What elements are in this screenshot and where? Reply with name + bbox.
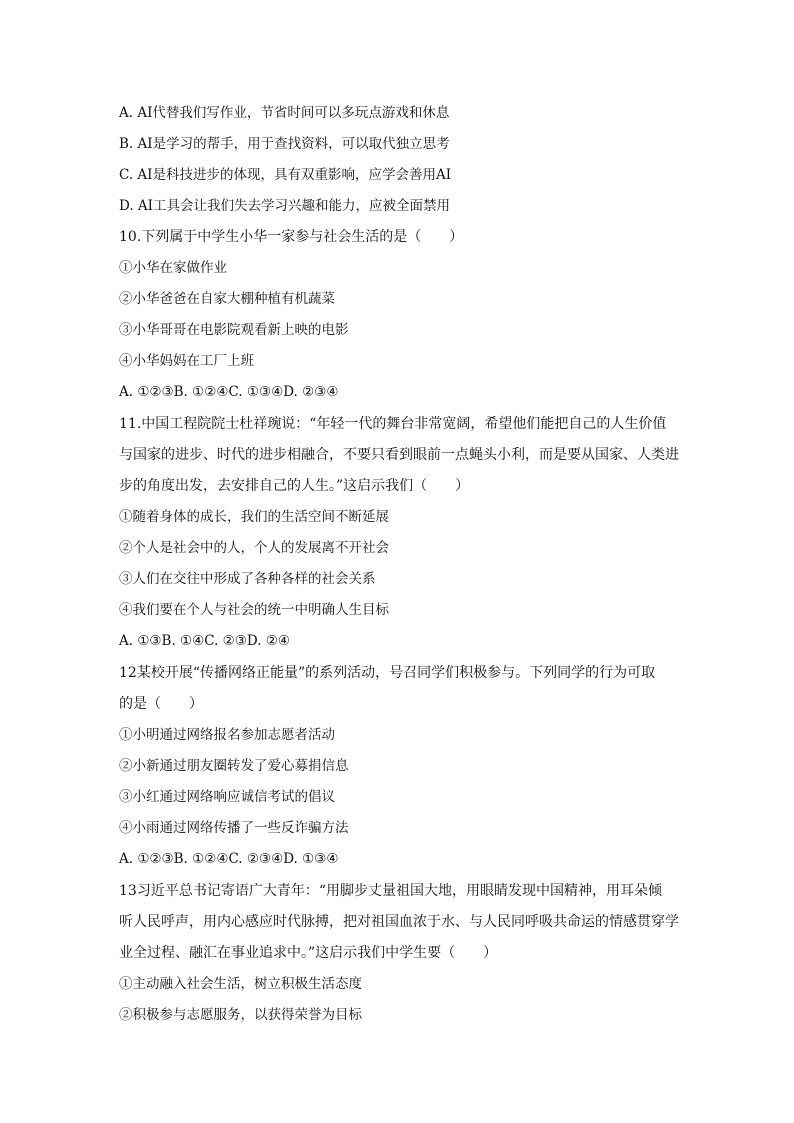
q12-item-2: ②小新通过朋友圈转发了爱心募捐信息 [119, 758, 349, 774]
q11-options: A. ①③B. ①④C. ②③D. ②④ [119, 633, 291, 649]
option-a-line: A. AI代替我们写作业，节省时间可以多玩点游戏和休息 [119, 105, 450, 121]
question-12-stem-line-1: 12某校开展“传播网络正能量”的系列活动，号召同学们积极参与。下列同学的行为可取 [119, 665, 656, 681]
q12-item-1: ①小明通过网络报名参加志愿者活动 [119, 727, 335, 743]
option-c-line: C. AI是科技进步的体现，具有双重影响，应学会善用AI [119, 167, 452, 183]
q10-item-4: ④小华妈妈在工厂上班 [119, 353, 254, 369]
question-11-stem-line-3: 步的角度出发，去安排自己的人生。”这启示我们（ ） [119, 478, 470, 494]
question-12-stem-line-2: 的是（ ） [119, 696, 203, 712]
q11-item-1: ①随着身体的成长，我们的生活空间不断延展 [119, 509, 389, 525]
question-10-stem: 10.下列属于中学生小华一家参与社会生活的是（ ） [119, 229, 464, 245]
q13-item-2: ②积极参与志愿服务，以获得荣誉为目标 [119, 1007, 362, 1023]
question-13-stem-line-1: 13习近平总书记寄语广大青年：“用脚步丈量祖国大地，用眼睛发现中国精神，用耳朵倾 [119, 883, 662, 899]
q10-item-3: ③小华哥哥在电影院观看新上映的电影 [119, 322, 349, 338]
q13-item-1: ①主动融入社会生活，树立积极生活态度 [119, 976, 362, 992]
q10-options: A. ①②③B. ①②④C. ①③④D. ②③④ [119, 384, 339, 400]
q10-item-2: ②小华爸爸在自家大棚种植有机蔬菜 [119, 291, 335, 307]
question-13-stem-line-2: 听人民呼声，用内心感应时代脉搏，把对祖国血浓于水、与人民同呼吸共命运的情感贯穿学 [119, 914, 679, 930]
q12-options: A. ①②③B. ①②④C. ②③④D. ①③④ [119, 851, 339, 867]
q12-item-3: ③小红通过网络响应诚信考试的倡议 [119, 789, 335, 805]
q11-item-3: ③人们在交往中形成了各种各样的社会关系 [119, 571, 376, 587]
q11-item-2: ②个人是社会中的人，个人的发展离不开社会 [119, 540, 389, 556]
q12-item-4: ④小雨通过网络传播了一些反诈骗方法 [119, 820, 349, 836]
question-13-stem-line-3: 业全过程、融汇在事业追求中。”这启示我们中学生要（ ） [119, 945, 498, 961]
option-d-line: D. AI工具会让我们失去学习兴趣和能力，应被全面禁用 [119, 198, 451, 214]
q10-item-1: ①小华在家做作业 [119, 260, 227, 276]
question-11-stem-line-2: 与国家的进步、时代的进步相融合，不要只看到眼前一点蝇头小利，而是要从国家、人类进 [119, 447, 679, 463]
option-b-line: B. AI是学习的帮手，用于查找资料，可以取代独立思考 [119, 136, 450, 152]
q11-item-4: ④我们要在个人与社会的统一中明确人生目标 [119, 602, 389, 618]
question-11-stem-line-1: 11.中国工程院院士杜祥琬说：“年轻一代的舞台非常宽阔，希望他们能把自己的人生价值 [119, 416, 667, 432]
